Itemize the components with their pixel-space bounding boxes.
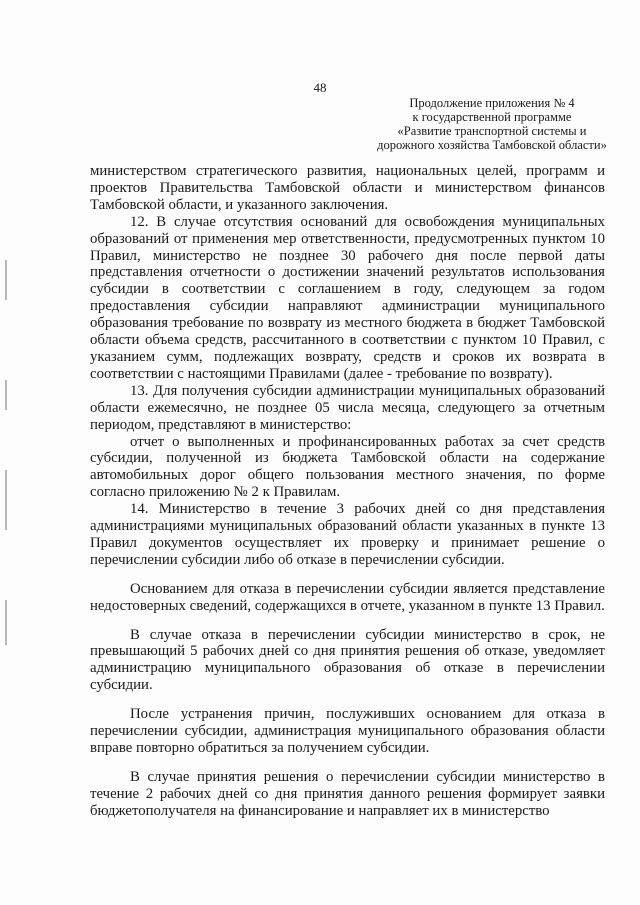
header-line: к государственной программе [412, 110, 572, 124]
paragraph-report: отчет о выполненных и профинансированных работах за счет средств субсидии, полученной из бюджета Тамбовской области на содержание автомобильных дорог общего пользования местного значения, по форме согласно приложению № 2 к Правилам. [90, 433, 605, 501]
document-body [90, 163, 605, 820]
appendix-header [365, 96, 619, 152]
paragraph-reapply: После устранения причин, послуживших основанием для отказа в перечислении субсидии, администрация муниципального образования области вправе повторно обратиться за получением субсидии. [90, 706, 605, 756]
paragraph-transfer-decision: В случае принятия решения о перечислении субсидии министерство в течение 2 рабочих дней со дня принятия данного решения формирует заявки бюджетополучателя на финансирование и направляет их в министерство [90, 768, 605, 819]
paragraph-refusal-grounds: Основанием для отказа в перечислении субсидии является представление недостоверных сведений, содержащихся в отчете, указанном в пункте 13 Правил. [90, 580, 605, 614]
page-number: 48 [313, 80, 327, 95]
header-line: дорожного хозяйства Тамбовской области» [377, 138, 607, 152]
paragraph-item-13: 13. Для получения субсидии администрации муниципальных образований области ежемесячно, не позднее 05 числа месяца, следующего за отчетным периодом, представляют в министерство: [90, 382, 605, 433]
header-line: «Развитие транспортной системы и [397, 124, 587, 138]
binding-edge-mark [5, 600, 7, 645]
binding-edge-mark [5, 260, 7, 300]
paragraph-item-12: 12. В случае отсутствия оснований для освобождения муниципальных образований от применения мер ответственности, предусмотренных пунктом 10 Правил, министерство не позднее 30 рабочего дня после первой даты представления отчетности о достижении значений результатов использования субсидии в соответствии с соглашением в году, следующем за годом предоставления субсидии направляют администрации муниципального образования требование по возврату из местного бюджета в бюджет Тамбовской области объема средств, рассчитанного в соответствии с пунктом 10 Правил, с указанием сумм, подлежащих возврату, средств и сроков их возврата в соответствии с настоящими Правилами (далее - требование по возврату). [90, 213, 605, 382]
binding-edge-mark [5, 380, 7, 410]
paragraph: министерством стратегического развития, национальных целей, программ и проектов Правительства Тамбовской области и министерством финансов Тамбовской области, и указанного заключения. [90, 163, 605, 213]
header-line: Продолжение приложения № 4 [409, 96, 575, 110]
binding-edge-mark [5, 470, 7, 530]
paragraph-refusal-notice: В случае отказа в перечислении субсидии министерство в срок, не превышающий 5 рабочих дней со дня принятия решения об отказе, уведомляет администрацию муниципального образования об отказе в перечислении субсидии. [90, 626, 605, 694]
paragraph-item-14: 14. Министерство в течение 3 рабочих дней со дня представления администрациями муниципальных образований области указанных в пункте 13 Правил документов осуществляет их проверку и принимает решение о перечислении субсидии либо об отказе в перечислении субсидии. [90, 501, 605, 568]
